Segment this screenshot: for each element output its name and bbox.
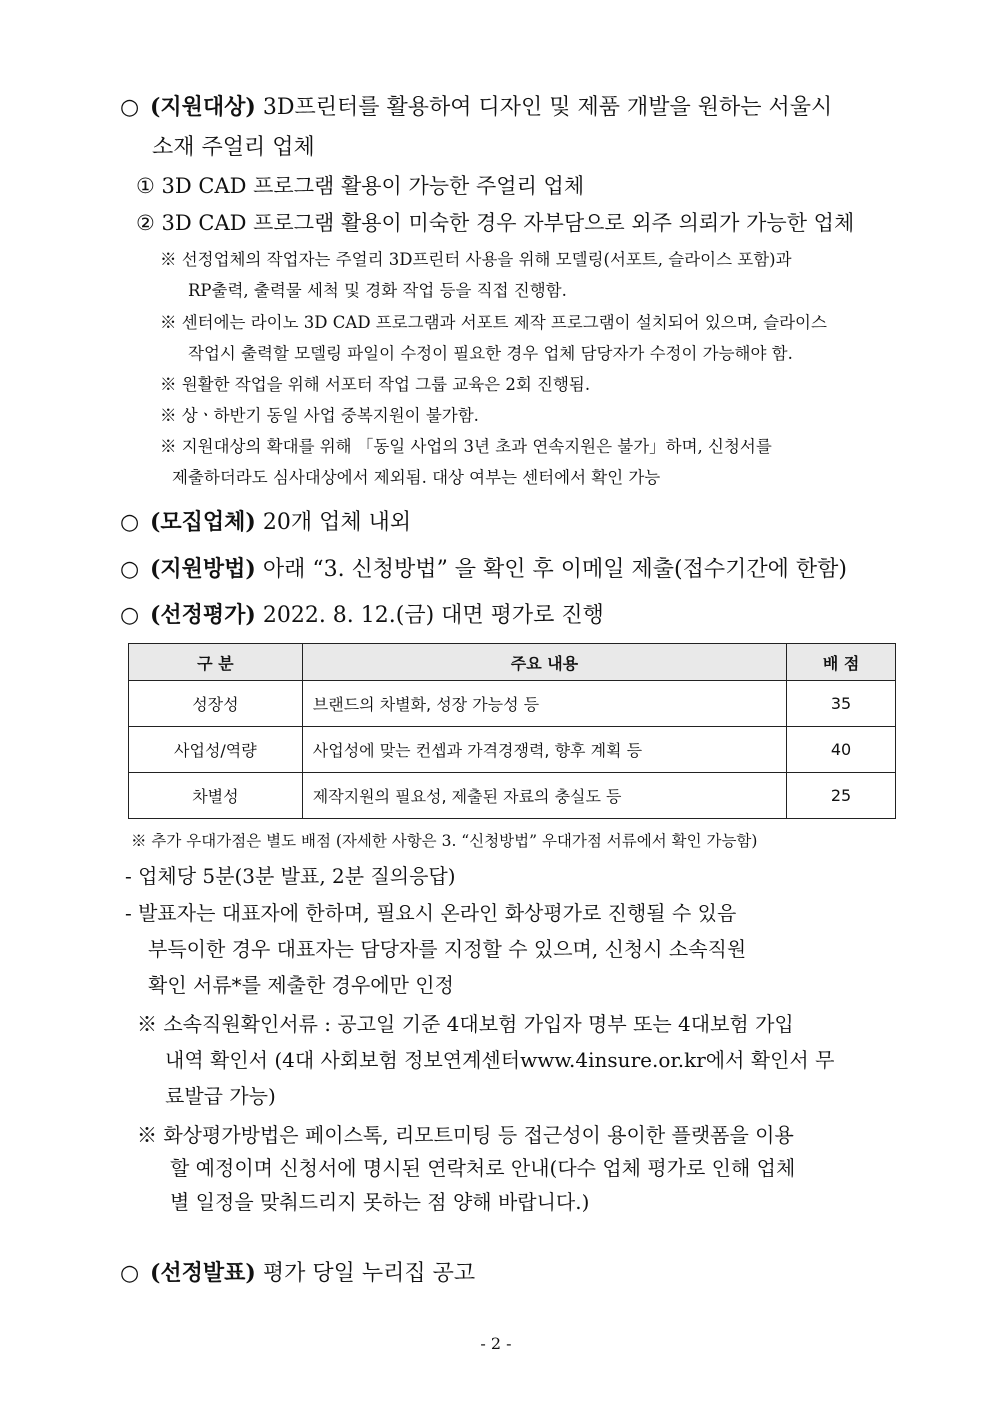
- section-title: (지원대상): [150, 94, 256, 120]
- eval-note: ※ 추가 우대가점은 별도 배점 (자세한 사항은 3. “신청방법” 우대가점 서류에서 확인 가능함): [131, 832, 758, 850]
- target-item-1: ① 3D CAD 프로그램 활용이 가능한 주얼리 업체: [136, 174, 585, 198]
- cell-content: 사업성에 맞는 컨셉과 가격경쟁력, 향후 계획 등: [302, 727, 786, 773]
- evaluation-table: [128, 643, 896, 819]
- section-text-continued: 소재 주얼리 업체: [152, 135, 315, 160]
- dash-item-2-line-3: 확인 서류*를 제출한 경우에만 인정: [148, 973, 454, 997]
- section-text: 아래 “3. 신청방법” 을 확인 후 이메일 제출(접수기간에 한함): [262, 557, 847, 582]
- ref-note-2-line-2: 할 예정이며 신청서에 명시된 연락처로 안내(다수 업체 평가로 인해 업체: [170, 1156, 796, 1180]
- section-text: 20개 업체 내외: [262, 510, 412, 535]
- note-1-line-2: RP출력, 출력물 세척 및 경화 작업 등을 직접 진행함.: [188, 281, 567, 300]
- cell-score: 25: [787, 773, 896, 819]
- dash-item-2-line-2: 부득이한 경우 대표자는 담당자를 지정할 수 있으며, 신청시 소속직원: [148, 937, 747, 961]
- section-recruitment: [120, 505, 411, 536]
- ref-note-1-line-3: 료발급 가능): [165, 1084, 276, 1108]
- bullet-icon: ○: [120, 603, 140, 628]
- cell-content: 제작지원의 필요성, 제출된 자료의 충실도 등: [302, 773, 786, 819]
- section-text: 3D프린터를 활용하여 디자인 및 제품 개발을 원하는 서울시: [262, 95, 833, 120]
- note-5-line-1: ※ 지원대상의 확대를 위해 「동일 사업의 3년 초과 연속지원은 불가」하며, 신청서를: [160, 437, 772, 456]
- section-title: (선정평가): [150, 602, 256, 628]
- note-5-line-2: 제출하더라도 심사대상에서 제외됨. 대상 여부는 센터에서 확인 가능: [172, 468, 661, 487]
- cell-score: 40: [787, 727, 896, 773]
- cell-content: 브랜드의 차별화, 성장 가능성 등: [302, 681, 786, 727]
- header-content: 주요 내용: [302, 644, 786, 681]
- ref-note-1-line-2: 내역 확인서 (4대 사회보험 정보연계센터www.4insure.or.kr에서 확인서 무: [165, 1048, 835, 1072]
- table-row: [129, 727, 896, 773]
- bullet-icon: ○: [120, 510, 140, 535]
- cell-category: 차별성: [129, 773, 303, 819]
- section-selection-evaluation: [120, 598, 604, 629]
- section-title: (모집업체): [150, 509, 256, 535]
- note-2-line-2: 작업시 출력할 모델링 파일이 수정이 필요한 경우 업체 담당자가 수정이 가능해야 함.: [188, 344, 793, 363]
- page-number: - 2 -: [480, 1334, 512, 1353]
- section-title: (선정발표): [150, 1260, 256, 1286]
- section-support-target: [120, 90, 832, 121]
- note-1-line-1: ※ 선정업체의 작업자는 주얼리 3D프린터 사용을 위해 모델링(서포트, 슬라이스 포함)과: [160, 250, 792, 269]
- ref-note-2-line-1: ※ 화상평가방법은 페이스톡, 리모트미팅 등 접근성이 용이한 플랫폼을 이용: [137, 1123, 794, 1147]
- section-selection-announcement: [120, 1256, 475, 1287]
- section-title: (지원방법): [150, 556, 256, 582]
- header-category: 구 분: [129, 644, 303, 681]
- cell-category: 성장성: [129, 681, 303, 727]
- cell-category: 사업성/역량: [129, 727, 303, 773]
- note-4: ※ 상ㆍ하반기 동일 사업 중복지원이 불가함.: [160, 406, 479, 425]
- cell-score: 35: [787, 681, 896, 727]
- table-header-row: [129, 644, 896, 681]
- dash-item-2-line-1: - 발표자는 대표자에 한하며, 필요시 온라인 화상평가로 진행될 수 있음: [125, 901, 737, 925]
- bullet-icon: ○: [120, 557, 140, 582]
- target-item-2: ② 3D CAD 프로그램 활용이 미숙한 경우 자부담으로 외주 의뢰가 가능한 업체: [136, 211, 855, 235]
- bullet-icon: ○: [120, 95, 140, 120]
- section-application-method: [120, 552, 847, 583]
- ref-note-1-line-1: ※ 소속직원확인서류 : 공고일 기준 4대보험 가입자 명부 또는 4대보험 가입: [137, 1012, 794, 1036]
- header-score: 배 점: [787, 644, 896, 681]
- note-3: ※ 원활한 작업을 위해 서포터 작업 그룹 교육은 2회 진행됨.: [160, 375, 591, 394]
- note-2-line-1: ※ 센터에는 라이노 3D CAD 프로그램과 서포트 제작 프로그램이 설치되어 있으며, 슬라이스: [160, 313, 827, 332]
- table-row: [129, 773, 896, 819]
- section-text: 2022. 8. 12.(금) 대면 평가로 진행: [262, 603, 604, 628]
- ref-note-2-line-3: 별 일정을 맞춰드리지 못하는 점 양해 바랍니다.): [170, 1190, 590, 1214]
- bullet-icon: ○: [120, 1261, 140, 1286]
- dash-item-1: - 업체당 5분(3분 발표, 2분 질의응답): [125, 864, 456, 888]
- section-text: 평가 당일 누리집 공고: [262, 1261, 476, 1286]
- table-row: [129, 681, 896, 727]
